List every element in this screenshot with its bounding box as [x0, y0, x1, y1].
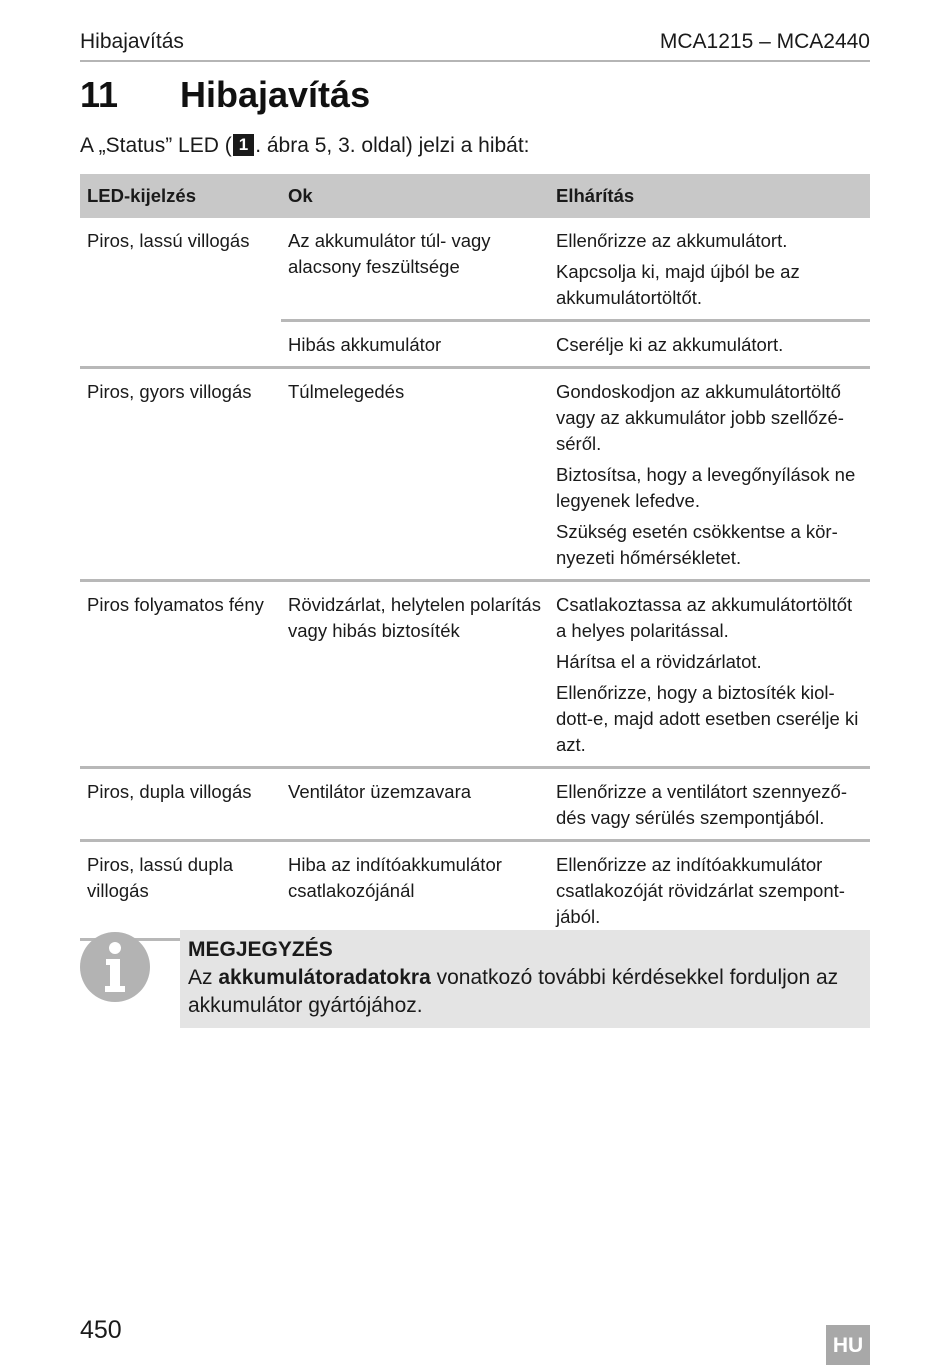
cause-cell: Túlmelegedés — [281, 368, 549, 581]
remedy-item: Kapcsolja ki, majd újból be az akkumulátortöltőt. — [556, 261, 800, 308]
table-header-row — [80, 174, 870, 218]
remedy-item: Gondoskodjon az akkumulátortöltő vagy az akkumulátor jobb szellőzé-séről. — [556, 381, 844, 454]
section-heading — [80, 74, 370, 116]
page-header — [80, 28, 870, 62]
remedy-item: Cserélje ki az akkumulátort. — [556, 334, 784, 355]
remedy-cell — [549, 768, 870, 841]
cause-cell: Az akkumulátor túl- vagy alacsony feszültsége — [281, 218, 549, 321]
note-emphasis: akkumulátoradatokra — [218, 966, 431, 989]
remedy-item: Szükség esetén csökkentse a kör-nyezeti hőmérsékletet. — [556, 521, 838, 568]
header-model-range: MCA1215 – MCA2440 — [659, 30, 870, 53]
remedy-item: Csatlakoztassa az akkumulátortöltőt a helyes polaritással. — [556, 594, 853, 641]
remedy-cell — [549, 581, 870, 768]
remedy-cell — [549, 321, 870, 368]
remedy-item: Ellenőrizze a ventilátort szennyező-dés vagy sérülés szempontjából. — [556, 781, 848, 828]
led-indication-cell: Piros, dupla villogás — [80, 768, 281, 841]
header-chapter-title: Hibajavítás — [80, 30, 184, 53]
section-title: Hibajavítás — [180, 74, 371, 115]
cause-cell: Hiba az indítóakkumulátor csatlakozójánál — [281, 841, 549, 940]
led-indication-cell: Piros, lassú villogás — [80, 218, 281, 368]
remedy-item: Ellenőrizze az akkumulátort. — [556, 230, 788, 251]
troubleshooting-table — [80, 174, 870, 941]
led-indication-cell: Piros, lassú dupla villogás — [80, 841, 281, 940]
remedy-cell — [549, 841, 870, 940]
page-number: 450 — [80, 1316, 122, 1344]
note-block — [80, 930, 870, 1030]
column-header-cause: Ok — [281, 174, 549, 218]
remedy-cell — [549, 218, 870, 321]
intro-text-after: . ábra 5, 3. oldal) jelzi a hibát: — [255, 134, 530, 157]
table-row — [80, 581, 870, 768]
section-number: 11 — [80, 74, 119, 115]
column-header-remedy: Elhárítás — [549, 174, 870, 218]
note-title: MEGJEGYZÉS — [188, 938, 333, 961]
note-box — [180, 930, 870, 1028]
column-header-led: LED-kijelzés — [80, 174, 281, 218]
table-row — [80, 768, 870, 841]
remedy-cell — [549, 368, 870, 581]
led-indication-cell: Piros folyamatos fény — [80, 581, 281, 768]
table-row — [80, 368, 870, 581]
remedy-item: Hárítsa el a rövidzárlatot. — [556, 651, 762, 672]
remedy-item: Biztosítsa, hogy a levegőnyílások ne legyenek lefedve. — [556, 464, 856, 511]
figure-reference-badge: 1 — [233, 134, 254, 156]
note-text: Az akkumulátoradatokra vonatkozó további kérdésekkel forduljon az akkumulátor gyártójához. — [188, 966, 839, 1017]
info-icon — [80, 932, 150, 1002]
cause-cell: Ventilátor üzemzavara — [281, 768, 549, 841]
intro-paragraph — [80, 134, 530, 158]
intro-text-before: A „Status” LED ( — [80, 134, 232, 157]
remedy-item: Ellenőrizze az indítóakkumulátor csatlakozóját rövidzárlat szempont-jából. — [556, 854, 845, 927]
cause-cell: Hibás akkumulátor — [281, 321, 549, 368]
cause-cell: Rövidzárlat, helytelen polarítás vagy hibás biztosíték — [281, 581, 549, 768]
language-badge: HU — [826, 1325, 870, 1365]
table-row — [80, 841, 870, 940]
table-row — [80, 218, 870, 321]
led-indication-cell: Piros, gyors villogás — [80, 368, 281, 581]
remedy-item: Ellenőrizze, hogy a biztosíték kiol-dott-e, majd adott esetben cserélje ki azt. — [556, 682, 859, 755]
